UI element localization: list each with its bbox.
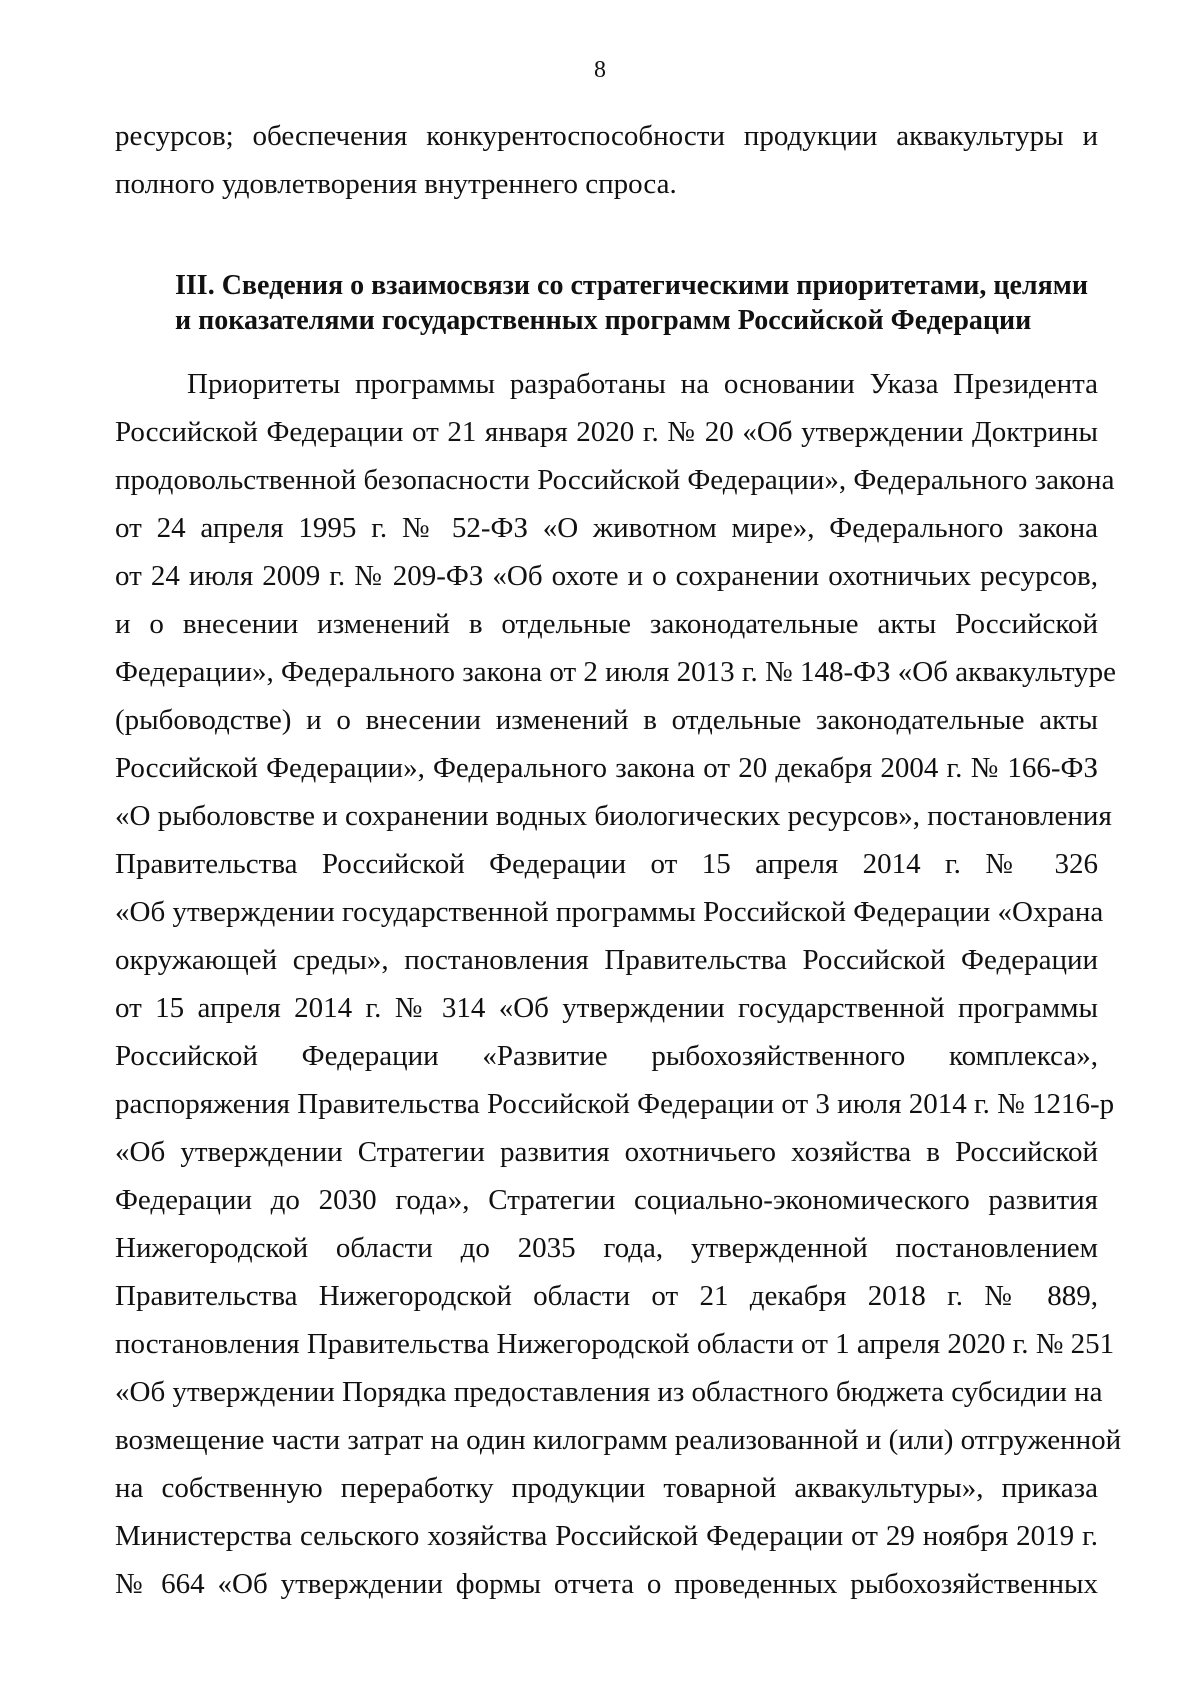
text-line: Правительства Нижегородской области от 21 декабря 2018 г. № 889, bbox=[115, 1280, 1098, 1312]
text-line: «Об утверждении государственной программы Российской Федерации «Охрана bbox=[115, 896, 1104, 928]
text-line: на собственную переработку продукции товарной аквакультуры», приказа bbox=[115, 1472, 1098, 1504]
text-line: Российской Федерации», Федерального закона от 20 декабря 2004 г. № 166-ФЗ bbox=[115, 752, 1098, 784]
text-line: Правительства Российской Федерации от 15 апреля 2014 г. № 326 bbox=[115, 848, 1098, 880]
text-line: Нижегородской области до 2035 года, утвержденной постановлением bbox=[115, 1232, 1098, 1264]
text-line: Федерации», Федерального закона от 2 июля 2013 г. № 148-ФЗ «Об аквакультуре bbox=[115, 656, 1117, 688]
text-line: распоряжения Правительства Российской Федерации от 3 июля 2014 г. № 1216-р bbox=[115, 1088, 1115, 1120]
text-line: Федерации до 2030 года», Стратегии социально-экономического развития bbox=[115, 1184, 1098, 1216]
text-line: «О рыболовстве и сохранении водных биологических ресурсов», постановления bbox=[115, 800, 1112, 832]
text-line: Министерства сельского хозяйства Российской Федерации от 29 ноября 2019 г. bbox=[115, 1520, 1098, 1552]
text-line: Российской Федерации от 21 января 2020 г. № 20 «Об утверждении Доктрины bbox=[115, 416, 1098, 448]
text-line: № 664 «Об утверждении формы отчета о проведенных рыбохозяйственных bbox=[115, 1568, 1098, 1600]
text-line: от 15 апреля 2014 г. № 314 «Об утверждении государственной программы bbox=[115, 992, 1098, 1024]
text-line: возмещение части затрат на один килограмм реализованной и (или) отгруженной bbox=[115, 1424, 1122, 1456]
page-number: 8 bbox=[594, 57, 606, 83]
text-line: от 24 апреля 1995 г. № 52-ФЗ «О животном мире», Федерального закона bbox=[115, 512, 1098, 544]
text-line: «Об утверждении Порядка предоставления из областного бюджета субсидии на bbox=[115, 1376, 1103, 1408]
text-line: окружающей среды», постановления Правительства Российской Федерации bbox=[115, 944, 1098, 976]
text-line: продовольственной безопасности Российской Федерации», Федерального закона bbox=[115, 464, 1115, 496]
text-line: и о внесении изменений в отдельные законодательные акты Российской bbox=[115, 608, 1098, 640]
text-line: постановления Правительства Нижегородской области от 1 апреля 2020 г. № 251 bbox=[115, 1328, 1115, 1360]
text-line: «Об утверждении Стратегии развития охотничьего хозяйства в Российской bbox=[115, 1136, 1098, 1168]
section-heading bbox=[115, 268, 1098, 338]
text-line: Российской Федерации «Развитие рыбохозяйственного комплекса», bbox=[115, 1040, 1098, 1072]
text-line: (рыбоводстве) и о внесении изменений в отдельные законодательные акты bbox=[115, 704, 1098, 736]
document-body bbox=[115, 112, 1122, 1608]
heading-line: III. Сведения о взаимосвязи со стратегическими приоритетами, целями bbox=[175, 270, 1088, 301]
text-line: полного удовлетворения внутреннего спроса. bbox=[115, 168, 677, 200]
heading-line: и показателями государственных программ Российской Федерации bbox=[175, 305, 1032, 336]
text-line: Приоритеты программы разработаны на основании Указа Президента bbox=[187, 368, 1098, 400]
text-line: от 24 июля 2009 г. № 209-ФЗ «Об охоте и о сохранении охотничьих ресурсов, bbox=[115, 560, 1098, 592]
intro-paragraph bbox=[115, 112, 1098, 208]
text-line: ресурсов; обеспечения конкурентоспособности продукции аквакультуры и bbox=[115, 120, 1098, 152]
section-paragraph bbox=[115, 360, 1122, 1608]
